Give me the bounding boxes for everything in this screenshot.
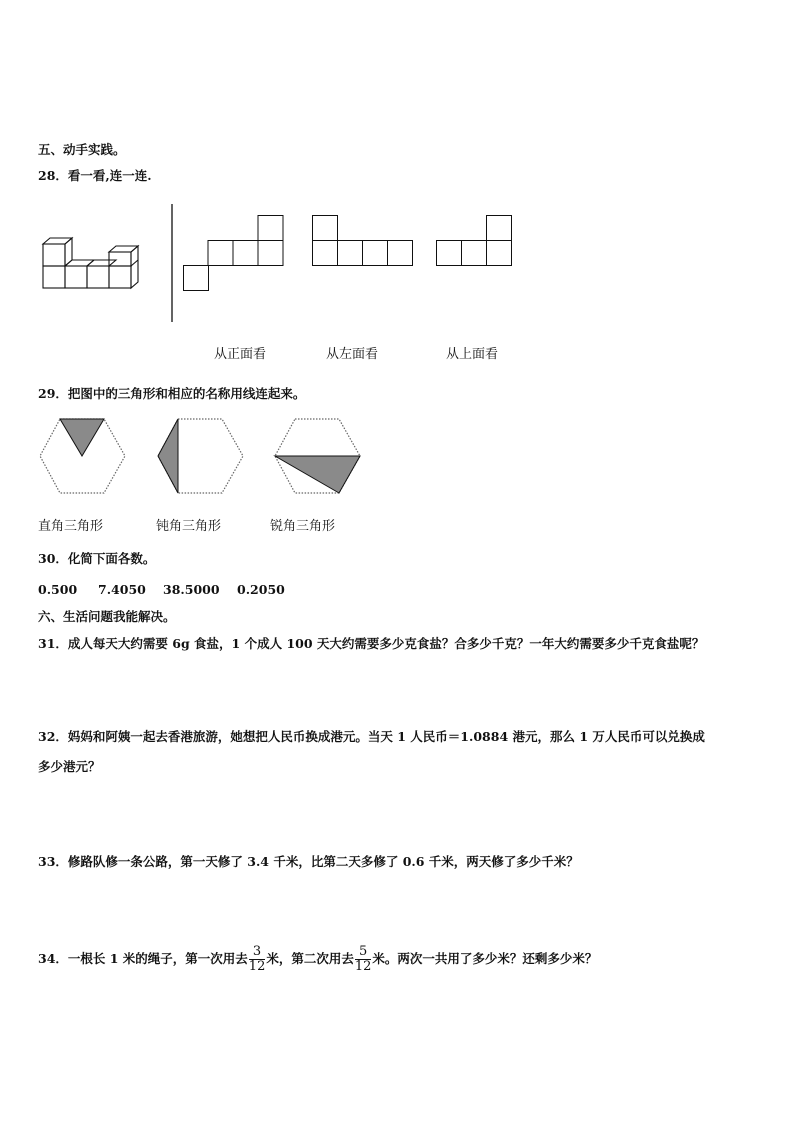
view-label-front: 从正面看 xyxy=(214,347,267,362)
fraction-5-12 xyxy=(355,945,372,974)
question-28-prompt: 28．看一看,连一连. xyxy=(38,168,152,183)
question-31-text: 31．成人每天大约需要 6g 食盐，1 个成人 100 天大约需要多少克食盐？合多少千克？一年大约需要多少千克食盐呢？ xyxy=(38,636,705,651)
triangle-name-obtuse: 钝角三角形 xyxy=(156,519,222,534)
view-label-left: 从左面看 xyxy=(326,347,379,362)
triangle-name-acute: 锐角三角形 xyxy=(270,519,336,534)
question-34-part2: 米，第二次用去 xyxy=(266,951,354,966)
fraction-denominator: 12 xyxy=(354,959,372,974)
cube-stack-figure xyxy=(42,238,157,293)
question-34-part3: 米。两次一共用了多少米？还剩多少米？ xyxy=(372,951,598,966)
view-label-top: 从上面看 xyxy=(446,347,499,362)
section-title-5: 五、动手实践。 xyxy=(38,142,126,157)
number-item: 0.2050 xyxy=(237,582,285,597)
hexagon-figure-3 xyxy=(274,418,361,494)
hexagon-figure-2 xyxy=(157,418,244,494)
question-32-line2: 多少港元？ xyxy=(38,759,101,774)
question-34-part1: 34．一根长 1 米的绳子，第一次用去 xyxy=(38,951,248,966)
view-shape-1 xyxy=(183,215,284,292)
fraction-numerator: 3 xyxy=(249,945,266,960)
section-title-6: 六、生活问题我能解决。 xyxy=(38,609,176,624)
question-33-text: 33．修路队修一条公路，第一天修了 3.4 千米，比第二天多修了 0.6 千米，两天修了多少千米？ xyxy=(38,854,579,869)
number-item: 0.500 xyxy=(38,582,78,597)
number-item: 7.4050 xyxy=(98,582,146,597)
fraction-3-12 xyxy=(249,945,266,974)
view-shape-3 xyxy=(436,215,513,267)
hexagon-figure-1 xyxy=(39,418,126,494)
fraction-denominator: 12 xyxy=(248,959,266,974)
divider-line xyxy=(170,204,174,324)
question-32-line1: 32．妈妈和阿姨一起去香港旅游，她想把人民币换成港元。当天 1 人民币＝1.0884 港元，那么 1 万人民币可以兑换成 xyxy=(38,729,705,744)
view-shape-2 xyxy=(312,215,414,267)
fraction-numerator: 5 xyxy=(355,945,372,960)
question-30-prompt: 30．化简下面各数。 xyxy=(38,551,156,566)
question-34-text xyxy=(38,944,597,974)
number-item: 38.5000 xyxy=(163,582,220,597)
triangle-name-right: 直角三角形 xyxy=(38,519,104,534)
question-29-prompt: 29．把图中的三角形和相应的名称用线连起来。 xyxy=(38,386,306,401)
